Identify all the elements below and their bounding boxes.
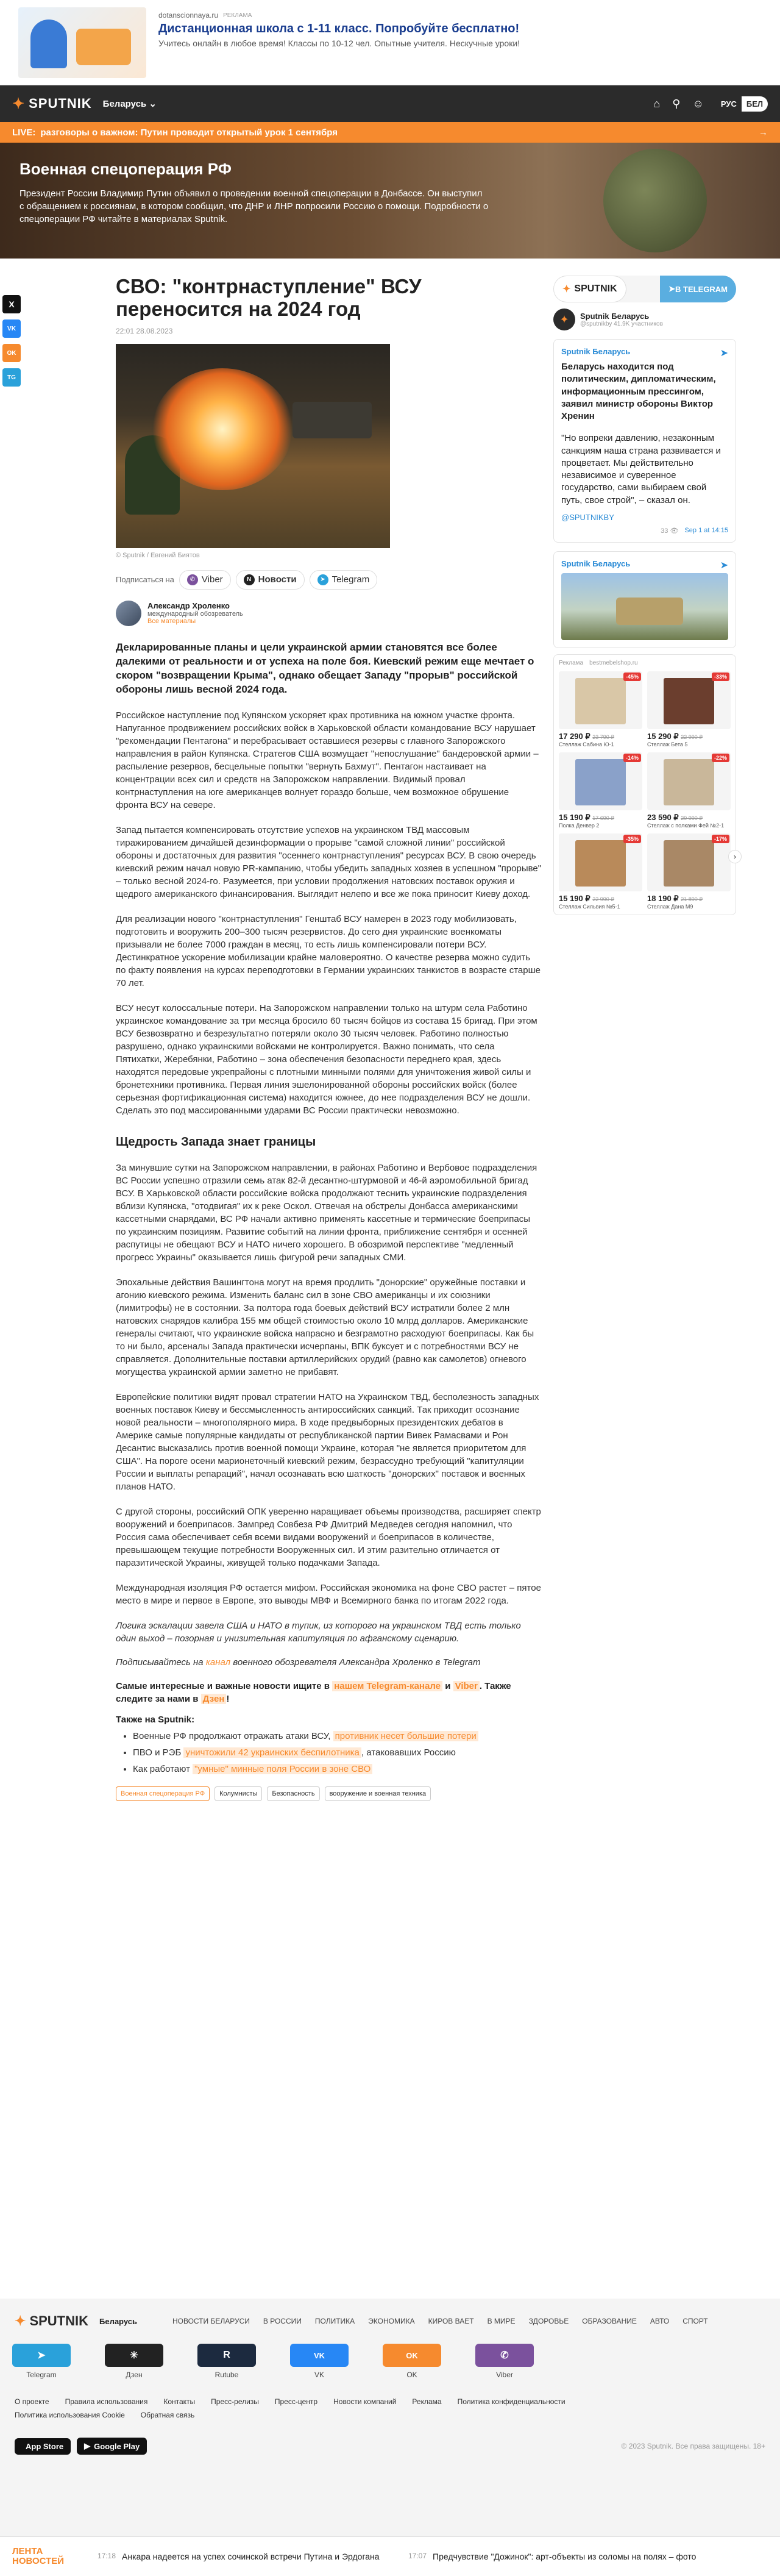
footer-nav-item[interactable]: СПОРТ [682, 2317, 708, 2325]
telegram-widget-header[interactable]: ✦ SPUTNIK ➤ В TELEGRAM [553, 276, 736, 302]
sputnik-star-icon: ✦ [562, 284, 571, 294]
article-lead: Декларированные планы и цели украинской армии становятся все более далекими от реальности и от успеха на поле боя. Киевский режим еще мечтает о скором "возвращении Крыма", однако обещает Западу "прорыв" российской обороны лишь весной 2024 года. [116, 641, 534, 695]
subscribe-label: Подписаться на [116, 575, 174, 585]
social-dzen[interactable]: ✳ Дзен [105, 2344, 163, 2379]
appstore-button[interactable]: App Store [15, 2438, 71, 2455]
hero-text: Президент России Владимир Путин объявил о проведении военной спецоперации в Донбассе. Он выступил с обращением к россиянам, в котором сообщил, что ДНР и ЛНР попросили Россию о помощи. Подробности о спецоперации РФ читайте в материалах Sputnik. [20, 188, 489, 224]
photo-caption: © Sputnik / Евгений Биятов [116, 551, 200, 559]
also-link[interactable]: "умные" минные поля России в зоне СВО [193, 1764, 372, 1774]
product-price: 15 190 ₽ [559, 893, 590, 903]
footer-nav-item[interactable]: В РОССИИ [263, 2317, 302, 2325]
product-card[interactable] [647, 833, 731, 910]
footer-link[interactable]: Пресс-центр [274, 2397, 318, 2406]
news-ticker [0, 2536, 780, 2576]
footer-nav-item[interactable]: АВТО [650, 2317, 670, 2325]
footer-nav [172, 2317, 708, 2325]
discount-badge: -35% [623, 835, 641, 843]
post-hashtag[interactable]: @SPUTNIKBY [561, 512, 614, 522]
live-banner[interactable] [0, 122, 780, 143]
post-body: "Но вопреки давлению, незаконным санкциям наша страна развивается и процветает. Мы действительно независимое и суверенное государство, сами выбираем свой путь, свое строй", – сказал он. [561, 433, 721, 505]
footer-links [0, 2379, 609, 2419]
post-views: 33 👁 [661, 527, 679, 535]
ad-title[interactable]: Дистанционная школа с 1-11 класс. Попробуйте бесплатно! [158, 22, 520, 35]
footer-link[interactable]: Новости компаний [333, 2397, 397, 2406]
ticker-item[interactable]: 17:07 Предчувствие "Дожинок": арт-объекты из соломы на полях – фото [408, 2552, 697, 2561]
share-telegram-button[interactable] [2, 368, 21, 387]
list-item: • Военные РФ продолжают отражать атаки ВСУ, противник несет большие потери [133, 1730, 542, 1743]
post-date[interactable]: Sep 1 at 14:15 [684, 526, 728, 534]
product-card[interactable] [647, 671, 731, 747]
discount-badge: -22% [712, 754, 729, 762]
topic-hero [0, 143, 780, 259]
article-paragraph: ВСУ несут колоссальные потери. На Запорожском направлении только на штурм села Работино украинское командование за три месяца бросило 60 тысяч бойцов из состава 15 бригад. При этом ВСУ безвозвратно и безрезультатно потеряли около 30 тысяч человек. Работино полностью разрушено, однако украинскими войсками не контролируется. Важно понимать, что села Пятихатки, Жеребянки, Работино – зона обеспечения безопасности переднего края, здесь находятся передовые укрепрайоны с плотными минными полями для уничтожения живой силы и бронетехники противника. Первая линия эшелонированной обороны российских войск (более серьезная фортификационная система) находится южнее, до нее подразделения ВСУ не дошли. Сделать это под массированными ударами ВС России практически невозможно. [116, 1002, 537, 1116]
discount-badge: -33% [712, 673, 729, 681]
telegram-icon: ➤ [317, 574, 328, 585]
tag[interactable]: вооружение и военная техника [325, 1786, 431, 1801]
telegram-icon: ➤ [668, 284, 676, 293]
article-date: 22:01 28.08.2023 [116, 326, 173, 335]
social-rutube[interactable]: R Rutube [197, 2344, 256, 2379]
promo-block: Самые интересные и важные новости ищите в нашем Telegram-канале и Viber . Также следите за нами в Дзен ! [116, 1680, 511, 1705]
product-name: Стеллаж с полками Фей №2-1 [647, 822, 725, 829]
footer-region[interactable]: Беларусь [99, 2316, 137, 2326]
tag[interactable]: Военная спецоперация РФ [116, 1786, 210, 1801]
article-paragraph: Для реализации нового "контрнаступления" Генштаб ВСУ намерен в 2023 году мобилизовать, подготовить и вооружить 200–300 тысяч резервистов. До сего дня украинские военкоматы призывали не более 7000 граждан в месяц, то есть лишь компенсировали потери ВСУ. Дестинкратное ускорение мобилизации крайне маловероятно. О качестве резерва можно судить по факту появления на курсах переподготовки в Германии украинских танкистов в возрасте старше 70 лет. [116, 913, 541, 988]
footer-link[interactable]: Реклама [412, 2397, 442, 2406]
product-price: 23 590 ₽ [647, 812, 679, 822]
telegram-post[interactable] [553, 551, 736, 648]
live-label: LIVE: [12, 127, 36, 138]
product-old-price: 29 990 ₽ [681, 815, 703, 821]
site-header [0, 85, 780, 122]
article-paragraph: Запад пытается компенсировать отсутствие успехов на украинском ТВД массовым тиражированием дичайшей дезинформации о прорыве "самой сложной линии" российской обороны и достаточных для развития "осеннего контрнаступления" ресурсах ВСУ. В свою очередь киевский режим начал новую PR-кампанию, чтобы убедить западных хозяев в успешном "прорыве" – только весной 2024-го. Разумеется, при условии продолжения натовских поставок оружия и щедрого американского финансирования. Выглядит нелепо и все же пока приносит Киеву доход. [116, 824, 542, 899]
subscribe-viber[interactable]: ✆ Viber [179, 570, 231, 590]
site-footer [0, 2299, 780, 2536]
product-name: Стеллаж Сабина Ю-1 [559, 741, 614, 747]
viber-icon: ✆ [187, 574, 198, 585]
social-telegram[interactable]: ➤ Telegram [12, 2344, 71, 2379]
product-card[interactable] [647, 752, 731, 829]
search-icon[interactable]: ⚲ [672, 97, 681, 110]
channel-avatar: ✦ [553, 309, 575, 330]
tag[interactable]: Безопасность [267, 1786, 319, 1801]
subscribe-news[interactable]: N Новости [236, 570, 305, 590]
article-paragraph: С другой стороны, российский ОПК уверенно наращивает объемы производства, расширяет спектр вооружений и боеприпасов. Зампред Совбеза РФ Дмитрий Медведев сегодня напомнил, что Россия сама обеспечивает себя всеми видами вооружений и боеприпасов в количестве, превышающем текущие потребности Вооруженных сил. И этим разительно отличается от паразитической Украины, живущей только подачками Запада. [116, 1506, 541, 1568]
article [116, 259, 542, 1801]
channel-name[interactable]: Sputnik Беларусь [580, 312, 650, 321]
rutube-icon: R [197, 2344, 256, 2367]
footer-nav-item[interactable]: ЭКОНОМИКА [368, 2317, 415, 2325]
vk-icon: VK [290, 2344, 349, 2367]
telegram-note: Подписывайтесь на канал военного обозревателя Александра Хроленко в Telegram [116, 1657, 481, 1668]
share-ok-button[interactable] [2, 344, 21, 362]
lang-ru[interactable]: РУС [720, 99, 737, 109]
also-link[interactable]: уничтожили 42 украинских беспилотника [183, 1747, 361, 1758]
subscribe-row [116, 570, 542, 590]
copyright: © 2023 Sputnik. Все права защищены. 18+ [621, 2442, 765, 2450]
footer-link[interactable]: Политика использования Cookie [15, 2411, 125, 2419]
footer-link[interactable]: Контакты [163, 2397, 196, 2406]
sputnik-star-icon: ✦ [12, 95, 26, 112]
ok-icon: OK [7, 349, 16, 357]
list-item: • ПВО и РЭБ уничтожили 42 украинских беспилотника , атаковавших Россию [133, 1746, 542, 1759]
telegram-icon: ➤ [12, 2344, 71, 2367]
product-card[interactable] [559, 833, 642, 910]
promo-viber-link[interactable]: Viber [453, 1681, 480, 1691]
tags-row [116, 1786, 542, 1801]
author-avatar[interactable] [116, 601, 141, 626]
googleplay-button[interactable]: ▶ Google Play [77, 2438, 147, 2455]
author-all-link[interactable]: Все материалы [147, 618, 196, 626]
news-icon: N [244, 574, 255, 585]
footer-link[interactable]: Пресс-релизы [211, 2397, 259, 2406]
promo-telegram-link[interactable]: нашем Telegram-канале [332, 1681, 442, 1691]
channel-info[interactable] [553, 309, 736, 330]
product-old-price: 17 690 ₽ [592, 815, 615, 821]
shop-ad-label: Реклама [559, 659, 584, 666]
language-switch[interactable] [716, 96, 768, 112]
product-price: 15 290 ₽ [647, 731, 679, 741]
list-item: • Как работают "умные" минные поля России в зоне СВО [133, 1763, 542, 1775]
share-x-button[interactable] [2, 295, 21, 313]
article-paragraph: Международная изоляция РФ остается мифом. Российская экономика на фоне СВО растет – пятое место в мире и первое в Европе, это выводы МВФ и Всемирного банка по итогам 2022 года. [116, 1582, 541, 1606]
article-paragraph: Эпохальные действия Вашингтона могут на время продлить "донорские" оружейные поставки и агонию киевского режима. Изменить баланс сил в зоне СВО американцы и их союзники (лимитрофы) не в состоянии. За полтора года боевых действий ВСУ истратили более 2 млн натовских снарядов калибра 155 мм общей стоимостью около 10 млрд долларов. Американские генералы считают, что украинские войска напрасно и безграмотно расходуют боеприпасы. Как бы то ни было, арсеналы Запада практически исчерпаны, ВПК буксует и с потребностями ВСУ не справляется. Дополнительные поставки артиллерийских орудий (равно как самолетов) огневого могущества украинской армии заметно не прибавят. [116, 1277, 534, 1377]
share-vk-button[interactable] [2, 319, 21, 338]
footer-social [0, 2329, 780, 2379]
ad-domain[interactable]: dotanscionnaya.ru [158, 11, 219, 20]
social-ok[interactable]: OK OK [383, 2344, 441, 2379]
also-title: Также на Sputnik: [116, 1714, 195, 1725]
product-card[interactable] [559, 671, 642, 747]
x-icon: X [9, 299, 15, 309]
footer-link[interactable]: Обратная связь [140, 2411, 195, 2419]
post-channel[interactable]: Sputnik Беларусь [561, 558, 631, 568]
lang-be[interactable]: БЕЛ [742, 96, 768, 112]
subscribe-telegram[interactable]: ➤ Telegram [310, 570, 378, 590]
post-headline: Беларусь находится под политическим, дипломатическим, информационным прессингом, заявил министр обороны Виктор Хренин [561, 362, 716, 421]
ticker-item[interactable]: 17:18 Анкара надеется на успех сочинской встречи Путина и Эрдогана [98, 2552, 380, 2561]
footer-nav-item[interactable]: В МИРЕ [487, 2317, 516, 2325]
product-old-price: 23 790 ₽ [592, 733, 615, 740]
home-icon[interactable]: ⌂ [653, 97, 661, 110]
shop-domain[interactable]: bestmebelshop.ru [589, 659, 638, 666]
promo-dzen-link[interactable]: Дзен [201, 1694, 227, 1704]
ok-icon: OK [383, 2344, 441, 2367]
post-image[interactable] [561, 573, 728, 640]
footer-nav-item[interactable]: КИРОВ ВАЕТ [428, 2317, 474, 2325]
footer-link[interactable]: О проекте [15, 2397, 49, 2406]
product-name: Стеллаж Сильвия №5-1 [559, 903, 620, 910]
user-icon[interactable]: ☺ [692, 97, 704, 110]
also-link[interactable]: противник несет большие потери [333, 1731, 478, 1741]
author-name[interactable]: Александр Хроленко [147, 601, 230, 611]
article-subheading: Щедрость Запада знает границы [116, 1135, 316, 1149]
telegram-icon: TG [7, 374, 16, 381]
product-name: Полка Денвер 2 [559, 822, 600, 829]
article-paragraph: За минувшие сутки на Запорожском направлении, в районах Работино и Вербовое подразделения ВС России успешно отразили семь атак 82-й десантно-штурмовой и 46-й аэромобильной бригад ВСУ. В Харьковской области российские войска продолжают теснить украинские подразделения вблизи Купянска, "отодвигая" их к реке Оскол. Отвечая на обстрелы Донбасса американскими кассетными снарядами, ВС РФ начали активно применять кассетные и термические боеприпасы по украинским позициям. Развитие событий на линии фронта, приближение сентября и осенней распутицы не обещают ВСУ и НАТО ничего хорошего. В обозримой перспективе "медленный прогресс Украины" оказывается лишь фигурой речи западных СМИ. [116, 1162, 537, 1263]
article-paragraph: Российское наступление под Купянском ускоряет крах противника на южном участке фронта. Напуганное продвижением российских войск в Харьковской области командование ВСУ нарушает "рекомендации Пентагона" и перебрасывает оставшиеся резервы с главного Запорожского направления в район Купянска. Стратегов США возмущает "непослушание" бандеровской армии – распыление резервов, бесцельные попытки "вернуть Бахмут". Пентагон настаивает на концентрации всех сил и средств на Запорожском направлении. Видимый провал контрнаступления на юге американцев волнует гораздо больше, чем возможное обрушение фронта ВСУ на севере. [116, 710, 539, 810]
article-paragraph: Логика эскалации завела США и НАТО в тупик, из которого на украинском ТВД есть только один выход – позорная и унизительная капитуляция по афганскому сценарию. [116, 1620, 521, 1644]
channel-link[interactable]: канал [205, 1657, 231, 1668]
discount-badge: -45% [623, 673, 641, 681]
product-card[interactable] [559, 752, 642, 829]
telegram-post[interactable] [553, 339, 736, 543]
live-text[interactable]: разговоры о важном: Путин проводит открытый урок 1 сентября [40, 127, 338, 138]
hero-title[interactable]: Военная спецоперация РФ [20, 160, 232, 178]
telegram-icon: ➤ [720, 560, 728, 571]
product-price: 18 190 ₽ [647, 893, 679, 903]
also-list [116, 1730, 542, 1775]
product-old-price: 22 990 ₽ [592, 896, 615, 902]
discount-badge: -17% [712, 835, 729, 843]
arrow-right-icon[interactable]: → [759, 127, 768, 138]
product-old-price: 21 890 ₽ [681, 896, 703, 902]
region-selector[interactable]: Беларусь ⌄ [102, 99, 157, 109]
footer-nav-item[interactable]: ПОЛИТИКА [314, 2317, 355, 2325]
share-bar [0, 259, 24, 1801]
sputnik-star-icon: ✦ [15, 2313, 26, 2328]
footer-link[interactable]: Правила использования [65, 2397, 148, 2406]
footer-nav-item[interactable]: ЗДОРОВЬЕ [528, 2317, 569, 2325]
footer-logo[interactable]: ✦ SPUTNIK [15, 2313, 88, 2328]
tag[interactable]: Колумнисты [214, 1786, 262, 1801]
ad-description: Учитесь онлайн в любое время! Классы по 10-12 чел. Опытные учителя. Нескучные уроки! [158, 38, 520, 48]
social-viber[interactable]: ✆ Viber [475, 2344, 534, 2379]
article-title: СВО: "контрнаступление" ВСУ переносится на 2024 год [116, 275, 422, 320]
product-price: 17 290 ₽ [559, 731, 590, 741]
hero-image [603, 149, 707, 252]
telegram-icon: ➤ [720, 348, 728, 359]
ad-image[interactable] [18, 7, 146, 78]
product-price: 15 190 ₽ [559, 812, 590, 822]
ticker-label[interactable]: ЛЕНТА НОВОСТЕЙ [12, 2546, 65, 2566]
footer-nav-item[interactable]: НОВОСТИ БЕЛАРУСИ [172, 2317, 250, 2325]
sputnik-logo[interactable]: ✦ SPUTNIK [12, 95, 92, 112]
dzen-icon: ✳ [105, 2344, 163, 2367]
author-block [116, 601, 542, 626]
ad-badge: РЕКЛАМА [223, 12, 252, 19]
chevron-right-icon[interactable]: › [728, 850, 742, 863]
social-vk[interactable]: VK VK [290, 2344, 349, 2379]
product-name: Стеллаж Бета 5 [647, 741, 688, 747]
channel-count: @sputnikby 41.9K участников [580, 321, 663, 327]
shop-ad[interactable] [553, 654, 736, 915]
author-role: международный обозреватель [147, 610, 243, 618]
discount-badge: -14% [623, 754, 641, 762]
article-paragraph: Европейские политики видят провал стратегии НАТО на Украинском ТВД, бесполезность западных военных поставок Киеву и бессмысленность антироссийских санкций. Так приходит осознание новой реальности – многополярного мира. В ходе предвыборных президентских дебатов в Америке самые популярные кандидаты от республиканской партии Вивек Рамасвами и Рон Десантис высказались против военной помощи Украине, которая "не является приоритетом для США". На пороге осени марионеточный киевский режим, безрассудно требующий "капитуляции России и выплаты репараций", начал осознавать всю шаткость "донорских" поставок и военных планов НАТО. [116, 1391, 539, 1492]
article-photo[interactable] [116, 344, 390, 548]
top-ad-banner[interactable] [0, 0, 780, 85]
product-name: Стеллаж Дана М9 [647, 903, 693, 910]
footer-link[interactable]: Политика конфиденциальности [457, 2397, 566, 2406]
sidebar [553, 259, 736, 1801]
footer-nav-item[interactable]: ОБРАЗОВАНИЕ [582, 2317, 637, 2325]
vk-icon: VK [7, 325, 16, 332]
product-old-price: 22 990 ₽ [681, 733, 703, 740]
play-icon: ▶ [84, 2441, 91, 2450]
post-channel[interactable]: Sputnik Беларусь [561, 347, 631, 356]
viber-icon: ✆ [475, 2344, 534, 2367]
